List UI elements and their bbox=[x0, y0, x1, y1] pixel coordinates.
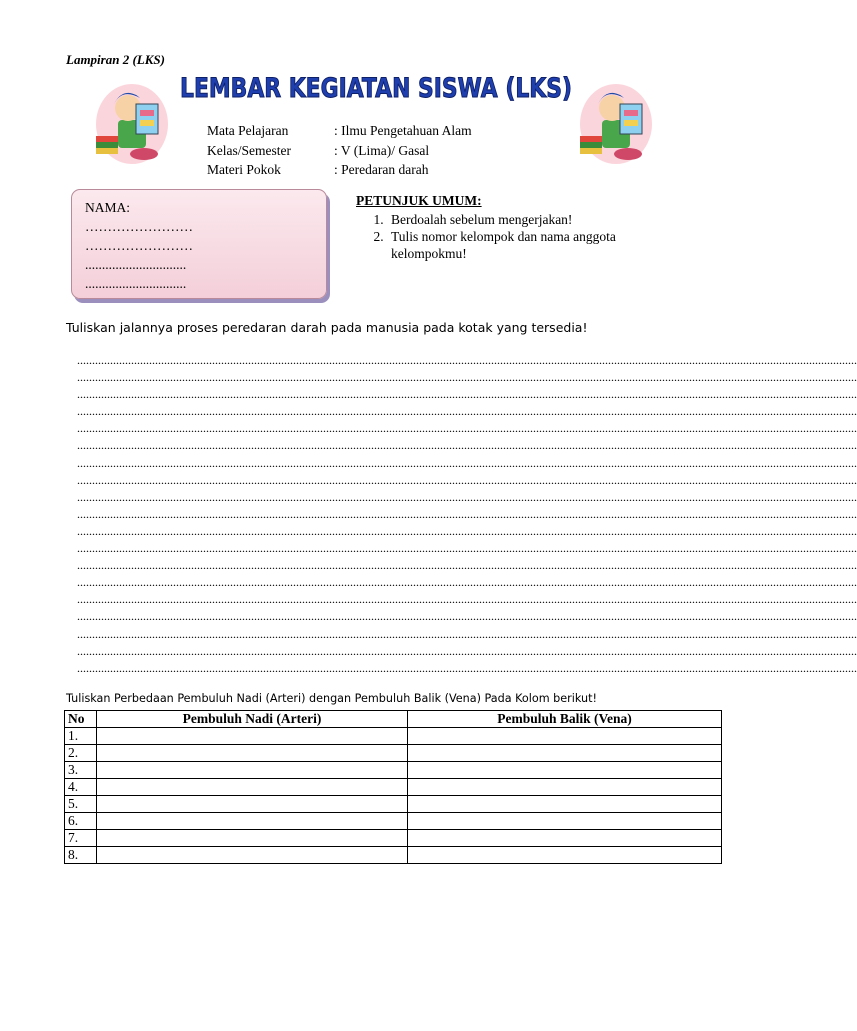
row-number: 2. bbox=[65, 745, 97, 762]
vena-cell[interactable] bbox=[408, 745, 722, 762]
vena-cell[interactable] bbox=[408, 762, 722, 779]
instructions-title: PETUNJUK UMUM: bbox=[356, 193, 482, 208]
lampiran-label: Lampiran 2 (LKS) bbox=[66, 52, 165, 67]
answer-line[interactable]: .................................................................................................................................................................................................................................................................... bbox=[77, 660, 857, 675]
info-label: Mata Pelajaran bbox=[207, 123, 289, 138]
name-line[interactable]: .............................. bbox=[85, 276, 187, 291]
column-header-vena: Pembuluh Balik (Vena) bbox=[408, 711, 722, 728]
info-value: : V (Lima)/ Gasal bbox=[334, 142, 430, 158]
reading-kid-illustration-right bbox=[576, 74, 656, 166]
column-header-arteri: Pembuluh Nadi (Arteri) bbox=[97, 711, 408, 728]
arteri-cell[interactable] bbox=[97, 830, 408, 847]
table-row bbox=[65, 762, 722, 779]
table-header-row bbox=[65, 711, 722, 728]
info-row-topic bbox=[207, 160, 472, 180]
row-number: 3. bbox=[65, 762, 97, 779]
answer-line[interactable]: .................................................................................................................................................................................................................................................................... bbox=[77, 404, 857, 419]
arteri-cell[interactable] bbox=[97, 779, 408, 796]
answer-line[interactable]: .................................................................................................................................................................................................................................................................... bbox=[77, 370, 857, 385]
table-row bbox=[65, 847, 722, 864]
vena-cell[interactable] bbox=[408, 728, 722, 745]
row-number: 5. bbox=[65, 796, 97, 813]
vena-cell[interactable] bbox=[408, 779, 722, 796]
answer-line[interactable]: .................................................................................................................................................................................................................................................................... bbox=[77, 592, 857, 607]
arteri-cell[interactable] bbox=[97, 745, 408, 762]
name-line[interactable]: .............................. bbox=[85, 257, 187, 272]
vena-cell[interactable] bbox=[408, 830, 722, 847]
table-row bbox=[65, 779, 722, 796]
vena-cell[interactable] bbox=[408, 813, 722, 830]
title-text: LEMBAR KEGIATAN SISWA (LKS) bbox=[180, 73, 572, 104]
arteri-cell[interactable] bbox=[97, 762, 408, 779]
info-row-subject bbox=[207, 121, 472, 141]
answer-line[interactable]: .................................................................................................................................................................................................................................................................... bbox=[77, 455, 857, 470]
instructions-list bbox=[345, 211, 675, 262]
answer-line[interactable]: .................................................................................................................................................................................................................................................................... bbox=[77, 609, 857, 624]
info-value: : Peredaran darah bbox=[334, 162, 429, 177]
answer-line[interactable]: .................................................................................................................................................................................................................................................................... bbox=[77, 523, 857, 538]
answer-line[interactable]: .................................................................................................................................................................................................................................................................... bbox=[77, 626, 857, 641]
general-instructions bbox=[345, 192, 675, 262]
answer-line[interactable]: .................................................................................................................................................................................................................................................................... bbox=[77, 558, 857, 573]
instruction-item: 1. Berdoalah sebelum mengerjakan! bbox=[387, 211, 675, 228]
vena-cell[interactable] bbox=[408, 796, 722, 813]
info-row-class bbox=[207, 141, 472, 161]
row-number: 8. bbox=[65, 847, 97, 864]
reading-kid-illustration-left bbox=[92, 74, 172, 166]
name-line[interactable]: …………………… bbox=[85, 219, 193, 234]
table-row bbox=[65, 813, 722, 830]
instruction-item: 2. Tulis nomor kelompok dan nama anggota kelompokmu! bbox=[387, 228, 675, 262]
table-row bbox=[65, 745, 722, 762]
arteri-cell[interactable] bbox=[97, 847, 408, 864]
task-instruction-2: Tuliskan Perbedaan Pembuluh Nadi (Arteri) dengan Pembuluh Balik (Vena) Pada Kolom berikut! bbox=[66, 692, 597, 705]
task-instruction-1: Tuliskan jalannya proses peredaran darah pada manusia pada kotak yang tersedia! bbox=[66, 320, 588, 335]
vena-cell[interactable] bbox=[408, 847, 722, 864]
row-number: 7. bbox=[65, 830, 97, 847]
answer-line[interactable]: .................................................................................................................................................................................................................................................................... bbox=[77, 387, 857, 402]
answer-line[interactable]: .................................................................................................................................................................................................................................................................... bbox=[77, 421, 857, 436]
info-value: : Ilmu Pengetahuan Alam bbox=[334, 123, 472, 138]
row-number: 4. bbox=[65, 779, 97, 796]
answer-line[interactable]: .................................................................................................................................................................................................................................................................... bbox=[77, 353, 857, 367]
comparison-table bbox=[64, 710, 722, 864]
arteri-cell[interactable] bbox=[97, 796, 408, 813]
name-label: NAMA: bbox=[85, 200, 131, 215]
info-label: Materi Pokok bbox=[207, 162, 281, 177]
answer-lines[interactable] bbox=[77, 352, 857, 677]
answer-line[interactable]: .................................................................................................................................................................................................................................................................... bbox=[77, 643, 857, 658]
name-field[interactable] bbox=[85, 198, 193, 293]
worksheet-title bbox=[176, 70, 576, 104]
subject-info bbox=[207, 121, 472, 180]
answer-line[interactable]: .................................................................................................................................................................................................................................................................... bbox=[77, 489, 857, 504]
info-label: Kelas/Semester bbox=[207, 142, 291, 158]
name-line[interactable]: …………………… bbox=[85, 238, 193, 253]
arteri-cell[interactable] bbox=[97, 813, 408, 830]
row-number: 1. bbox=[65, 728, 97, 745]
table-row bbox=[65, 728, 722, 745]
answer-line[interactable]: .................................................................................................................................................................................................................................................................... bbox=[77, 541, 857, 556]
row-number: 6. bbox=[65, 813, 97, 830]
column-header-no: No bbox=[65, 711, 97, 728]
table-row bbox=[65, 796, 722, 813]
arteri-cell[interactable] bbox=[97, 728, 408, 745]
answer-line[interactable]: .................................................................................................................................................................................................................................................................... bbox=[77, 506, 857, 521]
answer-line[interactable]: .................................................................................................................................................................................................................................................................... bbox=[77, 438, 857, 453]
table-row bbox=[65, 830, 722, 847]
answer-line[interactable]: .................................................................................................................................................................................................................................................................... bbox=[77, 575, 857, 590]
answer-line[interactable]: .................................................................................................................................................................................................................................................................... bbox=[77, 472, 857, 487]
